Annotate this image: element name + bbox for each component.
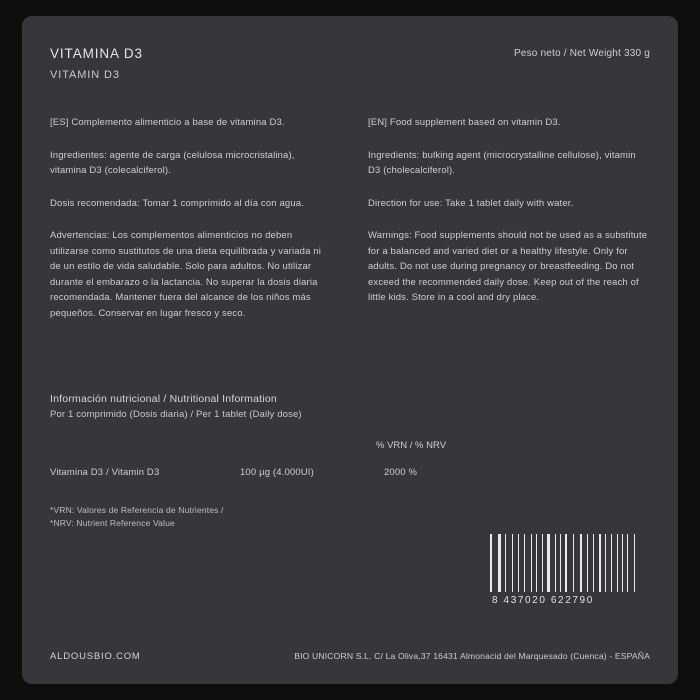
es-dose-text: Dosis recomendada: Tomar 1 comprimido al día con agua.	[50, 197, 304, 209]
footnote-nrv: *NRV: Nutrient Reference Value	[50, 518, 175, 528]
label-content	[50, 46, 650, 530]
title-block	[50, 46, 143, 81]
barcode-image	[490, 534, 650, 592]
nutrition-table	[50, 440, 470, 478]
nutrition-heading: Información nutricional / Nutritional Information	[50, 393, 277, 405]
nutrition-subheading: Por 1 comprimido (Dosis diaria) / Per 1 tablet (Daily dose)	[50, 409, 302, 420]
es-warnings-text: Advertencias: Los complementos alimenticios no deben utilizarse como sustitutos de una dieta equilibrada y variada ni de un estilo de vida saludable. Solo para adultos. No utilizar durante el embarazo o la lactancia. No superar la dosis diaria recomendada. Mantener fuera del alcance de los niños más pequeños. Conservar en lugar fresco y seco.	[50, 230, 321, 319]
page-subtitle: VITAMIN D3	[50, 69, 120, 81]
nutrition-col-name	[50, 440, 240, 457]
barcode-block	[490, 534, 650, 606]
nutrient-nrv: 2000 %	[384, 467, 418, 478]
spanish-column	[50, 115, 332, 321]
en-supplement-text: [EN] Food supplement based on vitamin D3.	[368, 117, 561, 128]
table-row	[50, 457, 470, 478]
table-header-row	[50, 440, 470, 457]
net-weight-text: Peso neto / Net Weight 330 g	[513, 48, 650, 59]
brand-website: ALDOUSBIO.COM	[50, 651, 141, 662]
product-label-panel	[22, 16, 678, 684]
en-dose-text: Direction for use: Take 1 tablet daily with water.	[368, 197, 574, 209]
nutrition-section	[50, 393, 650, 530]
text-columns	[50, 115, 650, 321]
barcode-number: 8 437020 622790	[492, 595, 594, 606]
es-ingredients-text: Ingredientes: agente de carga (celulosa microcristalina), vitamina D3 (colecalciferol).	[50, 149, 295, 176]
footnote-vrn: *VRN: Valores de Referencia de Nutrientes /	[50, 505, 224, 515]
nutrition-col-nrv: % VRN / % NRV	[376, 440, 447, 451]
es-supplement-text: [ES] Complemento alimenticio a base de vitamina D3.	[50, 117, 285, 128]
english-column	[368, 115, 650, 321]
label-footer	[50, 651, 650, 662]
nutrition-footnotes	[50, 504, 650, 530]
nutrient-name: Vitamina D3 / Vitamin D3	[50, 467, 160, 478]
nutrition-col-amount	[240, 440, 370, 457]
en-warnings-text: Warnings: Food supplements should not be used as a substitute for a balanced and varied diet or a healthy lifestyle. Only for adults. Do not use during pregnancy or breastfeeding. Do not exceed the recommended daily dose. Keep out of the reach of little kids. Store in a cool and dry place.	[368, 230, 648, 303]
nutrient-amount: 100 µg (4.000UI)	[240, 467, 314, 478]
company-address: BIO UNICORN S.L. C/ La Oliva,37 16431 Almonacid del Marquesado (Cuenca) - ESPAÑA	[294, 651, 650, 661]
label-header	[50, 46, 650, 81]
en-ingredients-text: Ingredients: bulking agent (microcrystalline cellulose), vitamin D3 (cholecalciferol).	[368, 149, 636, 176]
page-title: VITAMINA D3	[50, 46, 143, 61]
